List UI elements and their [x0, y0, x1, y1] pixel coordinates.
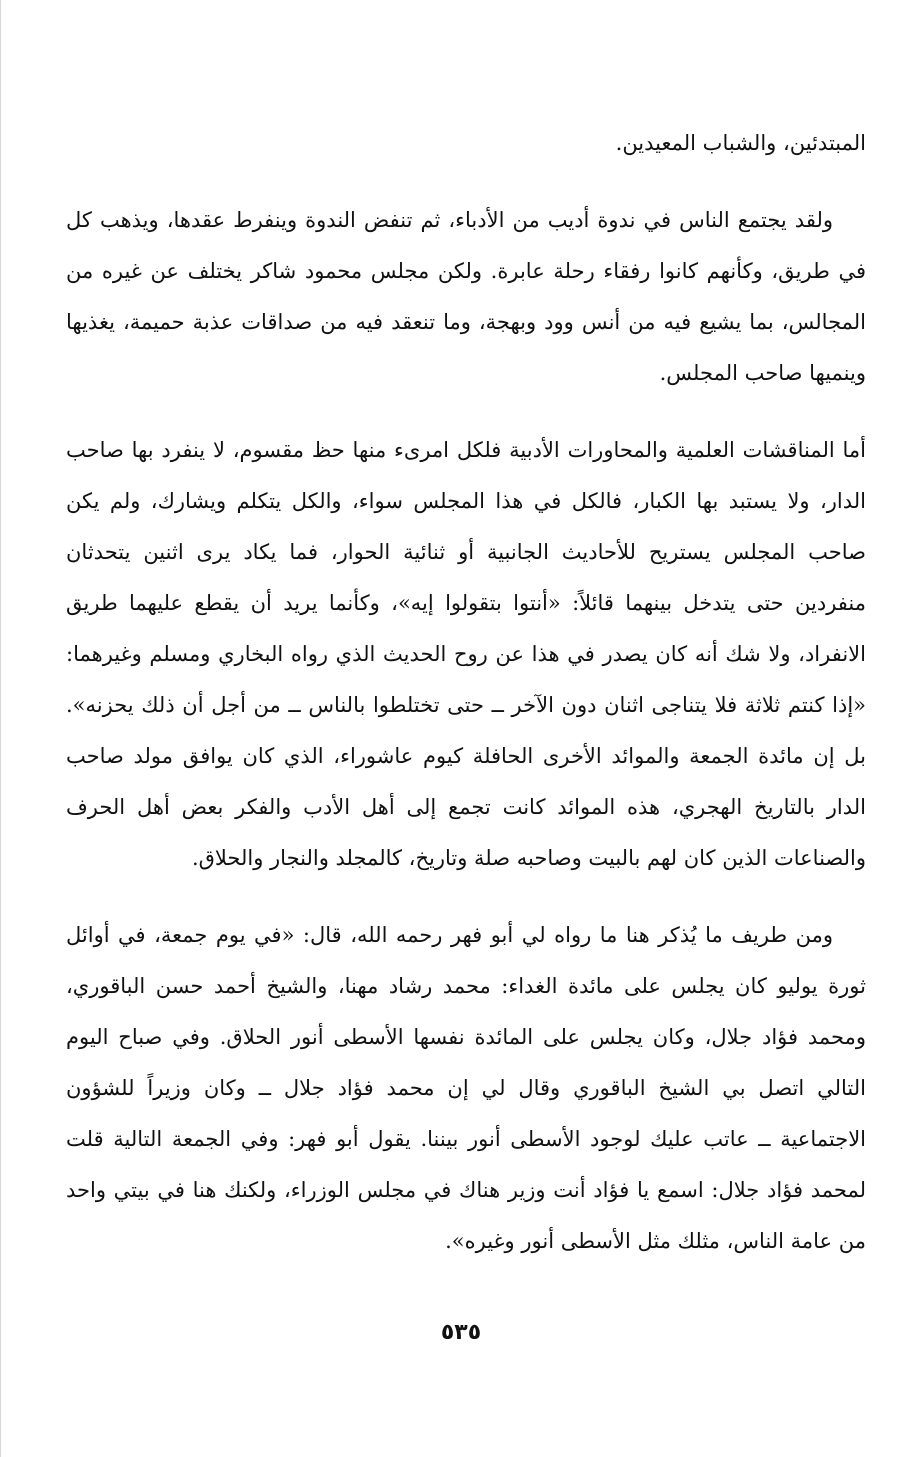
body-text: [66, 118, 866, 1267]
paragraph-literary-salons: ولقد يجتمع الناس في ندوة أديب من الأدباء، ثم تنفض الندوة وينفرط عقدها، ويذهب كل في طريق، وكأنهم كانوا رفقاء رحلة عابرة. ولكن مجلس محمود شاكر يختلف عن غيره من المجالس، بما يشيع فيه من أنس وود وبهجة، وما تنعقد فيه من صداقات عذبة حميمة، يغذيها وينميها صاحب المجلس.: [66, 208, 866, 385]
page-number: ٥٣٥: [440, 1320, 482, 1345]
paragraph-discussions: أما المناقشات العلمية والمحاورات الأدبية فلكل امرىء منها حظ مقسوم، لا ينفرد بها صاحب الدار، ولا يستبد بها الكبار، فالكل في هذا المجلس سواء، والكل يتكلم ويشارك، ولم يكن صاحب المجلس يستريح للأحاديث الجانبية أو ثنائية الحوار، فما يكاد يرى اثنين يتحدثان منفردين حتى يتدخل بينهما قائلاً: «أنتوا بتقولوا إيه»، وكأنما يريد أن يقطع عليهما طريق الانفراد، ولا شك أنه كان يصدر في هذا عن روح الحديث الذي رواه البخاري ومسلم وغيرهما: «إذا كنتم ثلاثة فلا يتناجى اثنان دون الآخر ــ حتى تختلطوا بالناس ــ من أجل أن ذلك يحزنه». بل إن مائدة الجمعة والموائد الأخرى الحافلة كيوم عاشوراء، الذي كان يوافق مولد صاحب الدار بالتاريخ الهجري، هذه الموائد كانت تجمع إلى أهل الأدب والفكر بعض أهل الحرف والصناعات الذين كان لهم بالبيت وصاحبه صلة وتاريخ، كالمجلد والنجار والحلاق.: [66, 438, 867, 870]
paragraph-continuation: المبتدئين، والشباب المعيدين.: [615, 131, 866, 155]
paragraph-anecdote: ومن طريف ما يُذكر هنا ما رواه لي أبو فهر رحمه الله، قال: «في يوم جمعة، في أوائل ثورة يوليو كان يجلس على مائدة الغداء: محمد رشاد مهنا، والشيخ أحمد حسن الباقوري، ومحمد فؤاد جلال، وكان يجلس على المائدة نفسها الأسطى أنور الحلاق. وفي صباح اليوم التالي اتصل بي الشيخ الباقوري وقال لي إن محمد فؤاد جلال ــ وكان وزيراً للشؤون الاجتماعية ــ عاتب عليك لوجود الأسطى أنور بيننا. يقول أبو فهر: وفي الجمعة التالية قلت لمحمد فؤاد جلال: اسمع يا فؤاد أنت وزير هناك في مجلس الوزراء، ولكنك هنا في بيتي واحد من عامة الناس، مثلك مثل الأسطى أنور وغيره».: [66, 923, 866, 1253]
page-edge-line: [0, 0, 1, 1457]
